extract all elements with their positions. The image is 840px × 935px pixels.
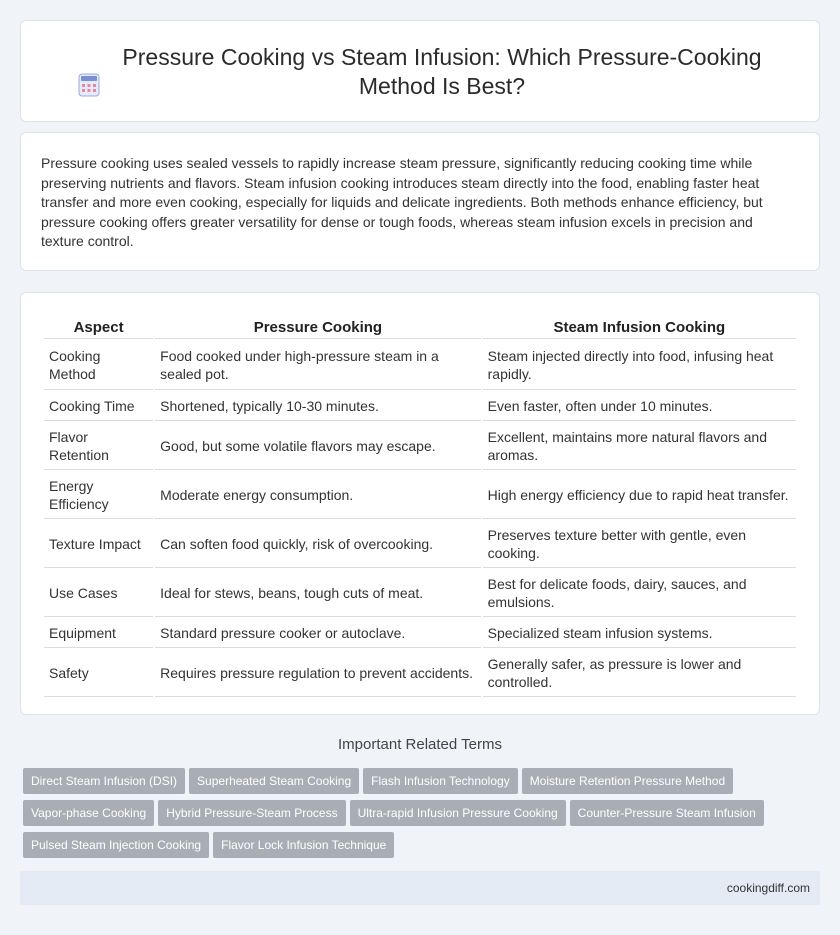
related-tag[interactable]: Pulsed Steam Injection Cooking bbox=[23, 832, 209, 858]
header-aspect: Aspect bbox=[44, 315, 153, 339]
row-pressure: Standard pressure cooker or autoclave. bbox=[155, 619, 480, 648]
row-steam: Steam injected directly into food, infusing heat rapidly. bbox=[483, 341, 796, 390]
comparison-card bbox=[20, 292, 820, 715]
related-tag[interactable]: Vapor-phase Cooking bbox=[23, 800, 154, 826]
row-pressure: Shortened, typically 10-30 minutes. bbox=[155, 392, 480, 421]
related-tag[interactable]: Flash Infusion Technology bbox=[363, 768, 518, 794]
row-aspect: Texture Impact bbox=[44, 521, 153, 568]
related-tag[interactable]: Flavor Lock Infusion Technique bbox=[213, 832, 394, 858]
footer-site-link[interactable]: cookingdiff.com bbox=[726, 881, 810, 895]
calculator-icon bbox=[78, 73, 100, 97]
row-aspect: Energy Efficiency bbox=[44, 472, 153, 519]
table-header-row bbox=[44, 315, 796, 339]
row-aspect: Cooking Method bbox=[44, 341, 153, 390]
table-row bbox=[44, 341, 796, 390]
comparison-table bbox=[42, 313, 798, 699]
row-aspect: Equipment bbox=[44, 619, 153, 648]
table-row bbox=[44, 619, 796, 648]
related-tag[interactable]: Direct Steam Infusion (DSI) bbox=[23, 768, 185, 794]
row-aspect: Use Cases bbox=[44, 570, 153, 617]
row-steam: Best for delicate foods, dairy, sauces, and emulsions. bbox=[483, 570, 796, 617]
related-tag[interactable]: Hybrid Pressure-Steam Process bbox=[158, 800, 345, 826]
row-steam: High energy efficiency due to rapid heat transfer. bbox=[483, 472, 796, 519]
row-pressure: Food cooked under high-pressure steam in a sealed pot. bbox=[155, 341, 480, 390]
row-pressure: Good, but some volatile flavors may escape. bbox=[155, 423, 480, 470]
row-aspect: Flavor Retention bbox=[44, 423, 153, 470]
related-tag[interactable]: Ultra-rapid Infusion Pressure Cooking bbox=[350, 800, 566, 826]
row-steam: Even faster, often under 10 minutes. bbox=[483, 392, 796, 421]
related-terms-title: Important Related Terms bbox=[338, 736, 502, 753]
table-row bbox=[44, 570, 796, 617]
header-steam-infusion: Steam Infusion Cooking bbox=[483, 315, 796, 339]
row-pressure: Ideal for stews, beans, tough cuts of meat. bbox=[155, 570, 480, 617]
related-tag[interactable]: Moisture Retention Pressure Method bbox=[522, 768, 733, 794]
row-pressure: Requires pressure regulation to prevent accidents. bbox=[155, 650, 480, 697]
related-tags bbox=[23, 768, 813, 864]
table-row bbox=[44, 423, 796, 470]
title-card bbox=[20, 20, 820, 122]
intro-card bbox=[20, 132, 820, 271]
table-row bbox=[44, 521, 796, 568]
intro-paragraph: Pressure cooking uses sealed vessels to rapidly increase steam pressure, significantly reducing cooking time while preserving nutrients and flavors. Steam infusion cooking introduces steam directly into the food, enabling faster heat transfer and more even cooking, especially for liquids and delicate ingredients. Both methods enhance efficiency, but pressure cooking offers greater versatility for dense or tough foods, whereas steam infusion excels in precision and texture control. bbox=[41, 155, 763, 250]
row-steam: Excellent, maintains more natural flavors and aromas. bbox=[483, 423, 796, 470]
page-title: Pressure Cooking vs Steam Infusion: Which Pressure-Cooking Method Is Best? bbox=[122, 44, 762, 99]
row-steam: Preserves texture better with gentle, even cooking. bbox=[483, 521, 796, 568]
row-aspect: Cooking Time bbox=[44, 392, 153, 421]
header-pressure-cooking: Pressure Cooking bbox=[155, 315, 480, 339]
footer bbox=[20, 871, 820, 905]
row-steam: Specialized steam infusion systems. bbox=[483, 619, 796, 648]
related-tag[interactable]: Counter-Pressure Steam Infusion bbox=[570, 800, 764, 826]
title-wrap bbox=[21, 43, 819, 101]
row-pressure: Moderate energy consumption. bbox=[155, 472, 480, 519]
row-aspect: Safety bbox=[44, 650, 153, 697]
row-pressure: Can soften food quickly, risk of overcooking. bbox=[155, 521, 480, 568]
table-row bbox=[44, 650, 796, 697]
row-steam: Generally safer, as pressure is lower and controlled. bbox=[483, 650, 796, 697]
table-row bbox=[44, 392, 796, 421]
table-row bbox=[44, 472, 796, 519]
related-tag[interactable]: Superheated Steam Cooking bbox=[189, 768, 359, 794]
